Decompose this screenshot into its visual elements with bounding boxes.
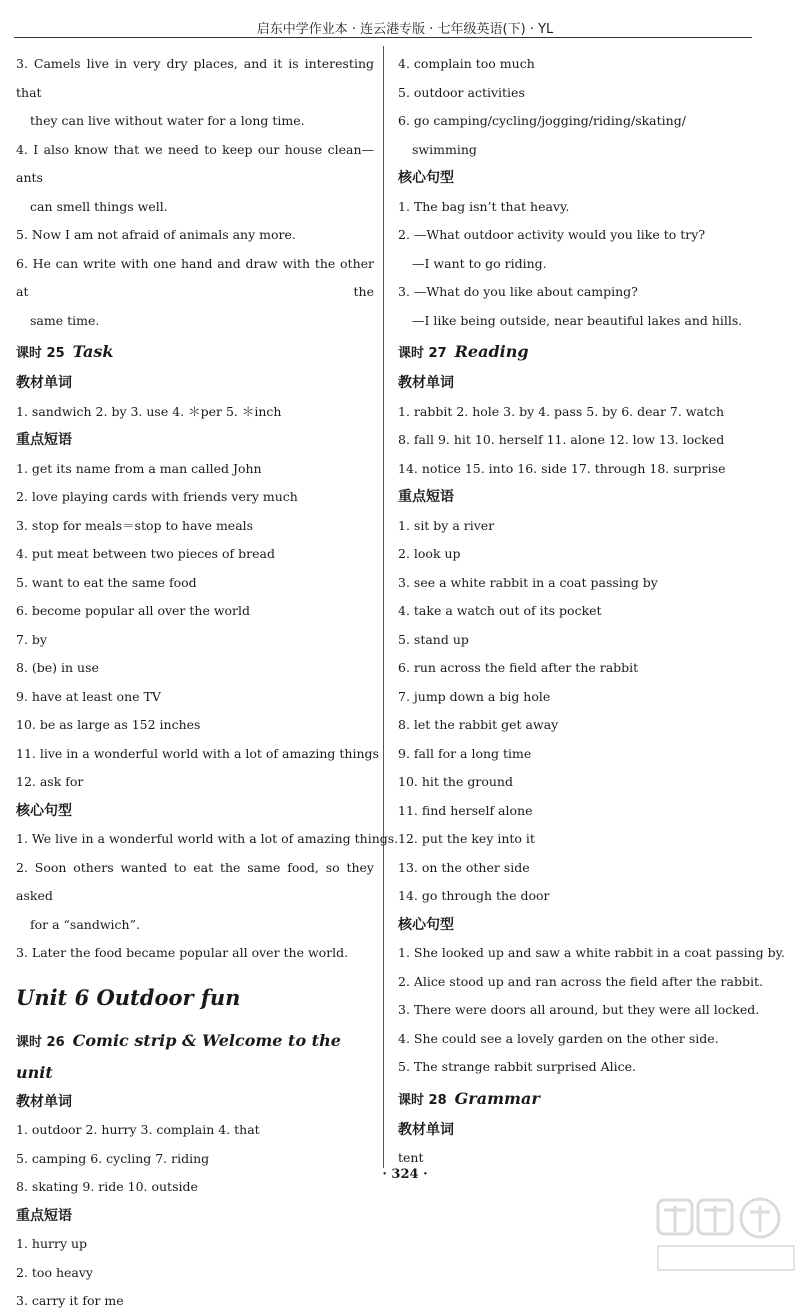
text-line: 1. She looked up and saw a white rabbit in a coat passing by. (398, 945, 786, 960)
lesson-number: 课时 25 (16, 346, 65, 361)
text-line: 5. Now I am not afraid of animals any more. (16, 227, 296, 242)
sentence-list (398, 939, 786, 1082)
lesson-title: Comic strip & Welcome to the unit (16, 1030, 341, 1082)
unit-title: Unit 6 Outdoor fun (16, 984, 241, 1010)
watermark-logo (652, 1196, 802, 1276)
text-line: 6. He can write with one hand and draw with the other at the (16, 255, 374, 299)
text-line: 5. outdoor activities (398, 84, 525, 100)
lesson-heading (398, 1084, 768, 1116)
text-line: 1. get its name from a man called John (16, 460, 262, 476)
right-column (398, 50, 786, 1173)
text-line: 8. fall 9. hit 10. herself 11. alone 12. low 13. locked (398, 432, 725, 447)
text-line: same time. (30, 312, 100, 328)
text-line: 7. jump down a big hole (398, 688, 551, 704)
text-line: 12. put the key into it (398, 831, 535, 846)
text-line: tent (398, 1150, 424, 1165)
lesson-number: 课时 27 (398, 346, 447, 361)
section-heading: 教材单词 (16, 1093, 72, 1110)
text-line: 5. want to eat the same food (16, 574, 197, 590)
header-rule (14, 37, 752, 38)
text-line: for a “sandwich”. (30, 916, 140, 932)
text-line: 3. Later the food became popular all over the world. (16, 945, 349, 960)
text-line: —I like being outside, near beautiful lakes and hills. (412, 312, 743, 328)
lesson-title: Reading (454, 342, 529, 361)
text-line: 7. by (16, 631, 47, 647)
section-heading: 重点短语 (16, 432, 72, 448)
page-number: · 324 · (382, 1167, 428, 1182)
text-line: 4. I also know that we need to keep our house clean—ants (16, 141, 374, 185)
phrase-list (16, 455, 379, 797)
lesson-number: 课时 26 (16, 1034, 65, 1050)
text-line: 1. We live in a wonderful world with a lot of amazing things. (16, 831, 399, 846)
text-line: 10. be as large as 152 inches (16, 717, 201, 732)
text-line: can smell things well. (30, 198, 168, 214)
text-line: they can live without water for a long time. (30, 113, 305, 128)
text-line: 2. Soon others wanted to eat the same food, so they asked (16, 859, 374, 903)
text-line: 9. have at least one TV (16, 688, 161, 704)
text-line: 1. rabbit 2. hole 3. by 4. pass 5. by 6. dear 7. watch (398, 403, 725, 419)
lesson-heading (16, 337, 374, 369)
left-column (16, 50, 399, 1316)
text-line: 3. see a white rabbit in a coat passing by (398, 574, 658, 590)
phrase-list (398, 512, 768, 911)
section-heading: 教材单词 (398, 375, 454, 391)
text-line: 13. on the other side (398, 859, 530, 875)
lesson-heading (16, 1026, 374, 1088)
text-line: 12. ask for (16, 774, 84, 789)
lesson-title: Grammar (454, 1088, 540, 1108)
text-line: 10. hit the ground (398, 774, 513, 789)
text-line: 8. (be) in use (16, 660, 99, 675)
text-line: 4. complain too much (398, 56, 535, 71)
text-line: 2. too heavy (16, 1264, 93, 1280)
text-line: 3. —What do you like about camping? (398, 284, 638, 299)
phrase-list (16, 1230, 374, 1316)
text-line: 6. run across the field after the rabbit (398, 660, 639, 675)
section-heading: 教材单词 (16, 375, 72, 391)
text-line: 14. notice 15. into 16. side 17. through 18. surprise (398, 460, 726, 476)
text-line: 14. go through the door (398, 888, 550, 903)
section-heading: 教材单词 (398, 1121, 454, 1138)
text-line: 2. look up (398, 546, 461, 561)
page-header: 启东中学作业本 · 连云港专版 · 七年级英语(下) · YL (256, 22, 554, 37)
text-line: 5. stand up (398, 631, 469, 647)
phrase-list (398, 50, 768, 164)
vocabulary-list (16, 1116, 374, 1202)
section-heading: 重点短语 (398, 489, 454, 505)
text-line: 1. sandwich 2. by 3. use 4. ＊per 5. ＊inch (16, 403, 282, 419)
text-line: 3. stop for meals＝stop to have meals (16, 517, 254, 533)
text-line: 6. go camping/cycling/jogging/riding/skating/ (398, 113, 686, 128)
section-heading: 核心句型 (16, 802, 72, 819)
text-line: 8. let the rabbit get away (398, 717, 559, 732)
text-line: 2. love playing cards with friends very much (16, 489, 298, 504)
answer-list (16, 50, 374, 335)
text-line: 8. skating 9. ride 10. outside (16, 1179, 198, 1194)
text-line: 2. —What outdoor activity would you like to try? (398, 227, 706, 242)
lesson-title: Task (72, 342, 114, 361)
lesson-heading (398, 337, 768, 369)
text-line: 1. outdoor 2. hurry 3. complain 4. that (16, 1122, 260, 1137)
text-line: 11. live in a wonderful world with a lot of amazing things (16, 745, 379, 761)
text-line: 3. carry it for me (16, 1293, 124, 1308)
text-line: 3. Camels live in very dry places, and it is interesting that (16, 56, 374, 100)
text-line: —I want to go riding. (412, 255, 547, 271)
lesson-number: 课时 28 (398, 1092, 447, 1108)
text-line: 4. She could see a lovely garden on the other side. (398, 1030, 719, 1046)
vocabulary-list (398, 398, 768, 484)
text-line: 2. Alice stood up and ran across the field after the rabbit. (398, 973, 763, 989)
text-line: 11. find herself alone (398, 802, 533, 818)
text-line: 1. sit by a river (398, 517, 495, 533)
column-divider (383, 46, 384, 1168)
vocabulary-list (16, 398, 374, 427)
section-heading: 核心句型 (398, 916, 454, 933)
text-line: 5. The strange rabbit surprised Alice. (398, 1059, 636, 1074)
text-line: 9. fall for a long time (398, 745, 532, 761)
section-heading: 重点短语 (16, 1207, 72, 1224)
text-line: 3. There were doors all around, but they were all locked. (398, 1002, 760, 1017)
section-heading: 核心句型 (398, 170, 454, 186)
text-line: 1. The bag isn’t that heavy. (398, 198, 570, 214)
text-line: swimming (412, 141, 477, 157)
sentence-list (398, 193, 768, 336)
text-line: 4. put meat between two pieces of bread (16, 546, 275, 561)
text-line: 4. take a watch out of its pocket (398, 603, 602, 618)
text-line: 6. become popular all over the world (16, 603, 251, 618)
text-line: 5. camping 6. cycling 7. riding (16, 1150, 210, 1166)
sentence-list (16, 825, 399, 968)
text-line: 1. hurry up (16, 1236, 88, 1251)
